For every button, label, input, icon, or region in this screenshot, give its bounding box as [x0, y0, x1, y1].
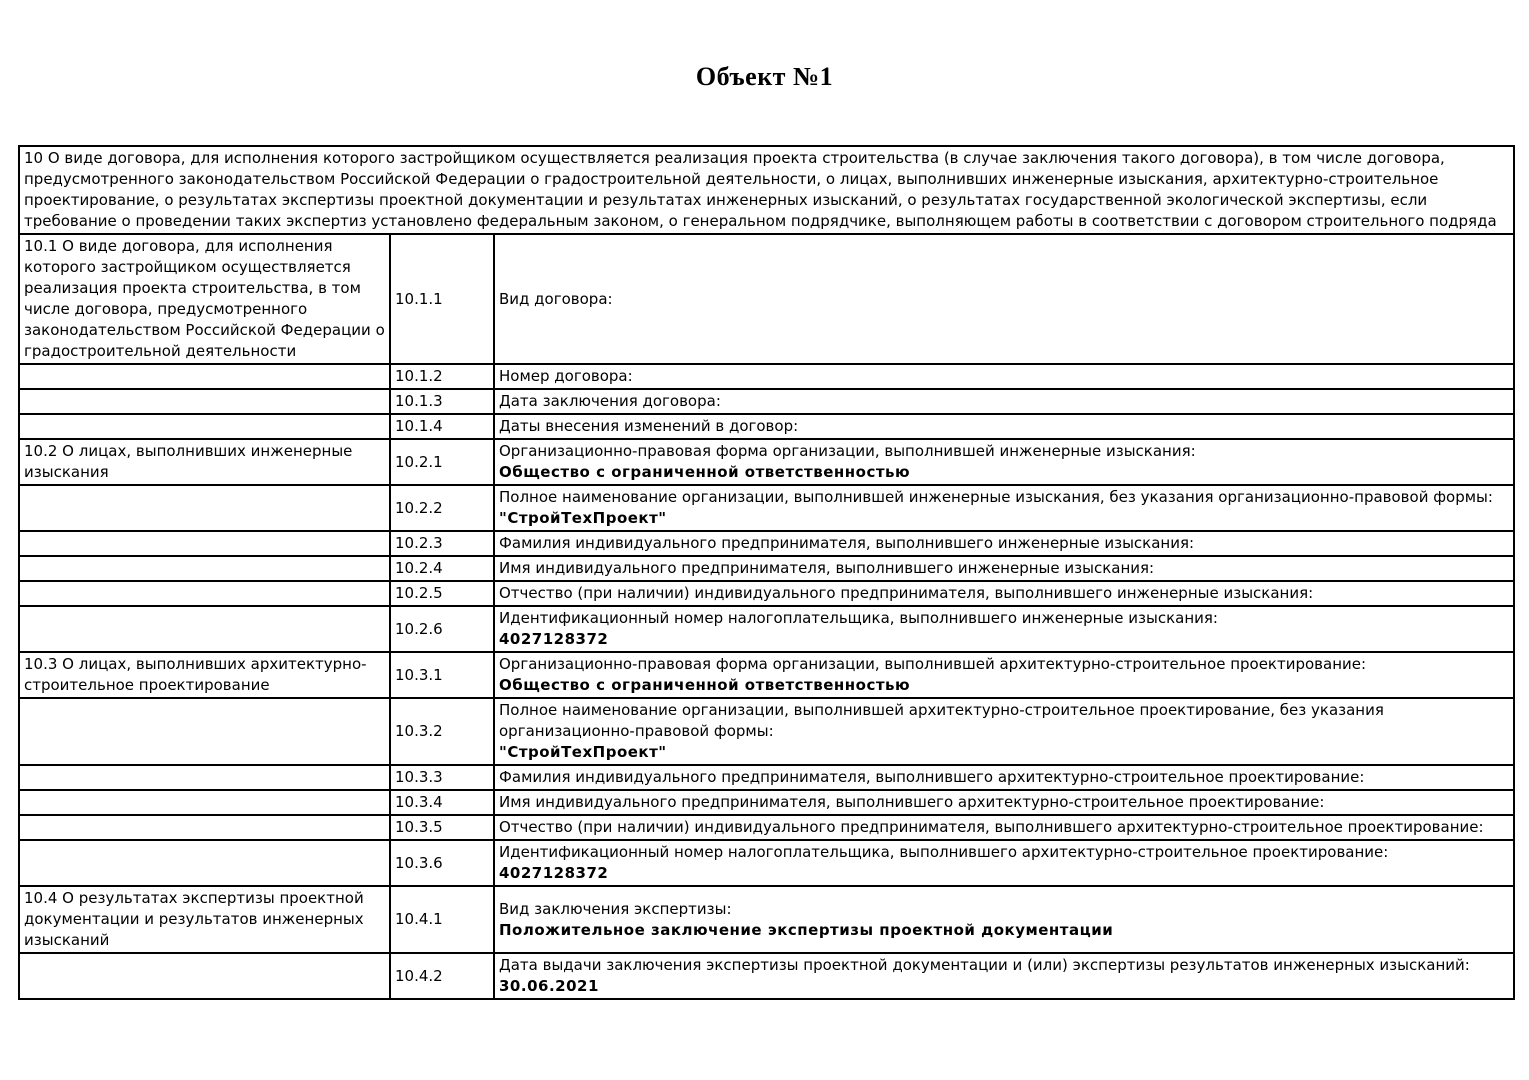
field-label: Полное наименование организации, выполнившей архитектурно-строительное проектирование, без указания организационно-правовой формы:	[499, 701, 1384, 740]
table-row	[19, 765, 1514, 790]
field-label: Даты внесения изменений в договор:	[499, 417, 799, 435]
section-label	[19, 953, 390, 999]
row-content	[494, 439, 1514, 485]
field-value: 4027128372	[499, 630, 609, 648]
field-label: Организационно-правовая форма организации, выполнившей инженерные изыскания:	[499, 442, 1196, 460]
table-row-section-10	[19, 146, 1514, 234]
section-label	[19, 606, 390, 652]
section-label	[19, 364, 390, 389]
row-content	[494, 581, 1514, 606]
row-code: 10.3.5	[390, 815, 494, 840]
row-content	[494, 531, 1514, 556]
row-code: 10.3.2	[390, 698, 494, 765]
section-label	[19, 698, 390, 765]
row-content	[494, 606, 1514, 652]
table-row	[19, 364, 1514, 389]
field-value: "СтройТехПроект"	[499, 509, 667, 527]
row-content	[494, 698, 1514, 765]
field-label: Фамилия индивидуального предпринимателя, выполнившего инженерные изыскания:	[499, 534, 1195, 552]
table-row	[19, 556, 1514, 581]
row-content	[494, 556, 1514, 581]
row-content	[494, 414, 1514, 439]
row-code: 10.3.3	[390, 765, 494, 790]
field-label: Имя индивидуального предпринимателя, выполнившего архитектурно-строительное проектирование:	[499, 793, 1325, 811]
field-value: 30.06.2021	[499, 977, 599, 995]
field-label: Фамилия индивидуального предпринимателя, выполнившего архитектурно-строительное проектирование:	[499, 768, 1365, 786]
field-label: Дата выдачи заключения экспертизы проектной документации и (или) экспертизы результатов инженерных изысканий:	[499, 956, 1470, 974]
field-label: Идентификационный номер налогоплательщика, выполнившего инженерные изыскания:	[499, 609, 1218, 627]
table-row	[19, 531, 1514, 556]
table-row	[19, 953, 1514, 999]
field-label: Номер договора:	[499, 367, 633, 385]
section-label	[19, 485, 390, 531]
field-label: Имя индивидуального предпринимателя, выполнившего инженерные изыскания:	[499, 559, 1155, 577]
row-code: 10.1.2	[390, 364, 494, 389]
section-label	[19, 581, 390, 606]
field-label: Полное наименование организации, выполнившей инженерные изыскания, без указания организационно-правовой формы:	[499, 488, 1493, 506]
field-value: Общество с ограниченной ответственностью	[499, 676, 911, 694]
section-label	[19, 765, 390, 790]
table-row	[19, 698, 1514, 765]
field-value: "СтройТехПроект"	[499, 743, 667, 761]
row-content	[494, 234, 1514, 364]
field-label: Вид заключения экспертизы:	[499, 899, 732, 918]
section-10-header: 10 О виде договора, для исполнения которого застройщиком осуществляется реализация проекта строительства (в случае заключения такого договора), в том числе договора, предусмотренного законодательством Российской Федерации о градостроительной деятельности, о лицах, выполнивших инженерные изыскания, архитектурно-строительное проектирование, о результатах экспертизы проектной документации и результатах инженерных изысканий, о результатах государственной экологической экспертизы, если требование о проведении таких экспертиз установлено федеральным законом, о генеральном подрядчике, выполняющем работы в соответствии с договором строительного подряда	[19, 146, 1514, 234]
row-code: 10.1.4	[390, 414, 494, 439]
row-code: 10.2.2	[390, 485, 494, 531]
table-row	[19, 815, 1514, 840]
table-row	[19, 485, 1514, 531]
section-label	[19, 531, 390, 556]
table-row	[19, 389, 1514, 414]
section-label	[19, 389, 390, 414]
table-row	[19, 840, 1514, 886]
field-label: Идентификационный номер налогоплательщика, выполнившего архитектурно-строительное проектирование:	[499, 843, 1389, 861]
table-row	[19, 606, 1514, 652]
row-content	[494, 840, 1514, 886]
field-label: Организационно-правовая форма организации, выполнившей архитектурно-строительное проектирование:	[499, 655, 1367, 673]
section-label	[19, 840, 390, 886]
row-code: 10.4.1	[390, 886, 494, 953]
field-value: Положительное заключение экспертизы проектной документации	[499, 920, 1114, 939]
row-code: 10.3.4	[390, 790, 494, 815]
field-label: Отчество (при наличии) индивидуального предпринимателя, выполнившего архитектурно-строительное проектирование:	[499, 818, 1484, 836]
row-code: 10.1.1	[390, 234, 494, 364]
section-label: 10.4 О результатах экспертизы проектной документации и результатов инженерных изысканий	[19, 886, 390, 953]
section-label: 10.1 О виде договора, для исполнения которого застройщиком осуществляется реализация проекта строительства, в том числе договора, предусмотренного законодательством Российской Федерации о градостроительной деятельности	[19, 234, 390, 364]
table-row	[19, 581, 1514, 606]
row-code: 10.2.1	[390, 439, 494, 485]
row-content	[494, 652, 1514, 698]
section-label: 10.2 О лицах, выполнивших инженерные изыскания	[19, 439, 390, 485]
field-label: Отчество (при наличии) индивидуального предпринимателя, выполнившего инженерные изыскания:	[499, 584, 1314, 602]
declaration-table	[18, 145, 1515, 1000]
row-code: 10.2.4	[390, 556, 494, 581]
row-content	[494, 485, 1514, 531]
field-label: Вид договора:	[499, 289, 613, 308]
table-row	[19, 439, 1514, 485]
row-code: 10.2.5	[390, 581, 494, 606]
row-content	[494, 389, 1514, 414]
table-row	[19, 790, 1514, 815]
section-label: 10.3 О лицах, выполнивших архитектурно-строительное проектирование	[19, 652, 390, 698]
row-code: 10.2.3	[390, 531, 494, 556]
table-row	[19, 414, 1514, 439]
row-content	[494, 953, 1514, 999]
section-label	[19, 414, 390, 439]
row-code: 10.4.2	[390, 953, 494, 999]
field-label: Дата заключения договора:	[499, 392, 721, 410]
row-content	[494, 364, 1514, 389]
row-code: 10.3.1	[390, 652, 494, 698]
row-code: 10.3.6	[390, 840, 494, 886]
row-code: 10.1.3	[390, 389, 494, 414]
table-row	[19, 652, 1514, 698]
row-content	[494, 886, 1514, 953]
table-row	[19, 234, 1514, 364]
section-label	[19, 556, 390, 581]
section-label	[19, 815, 390, 840]
page-title: Объект №1	[695, 62, 834, 91]
row-content	[494, 815, 1514, 840]
field-value: Общество с ограниченной ответственностью	[499, 463, 911, 481]
row-code: 10.2.6	[390, 606, 494, 652]
section-label	[19, 790, 390, 815]
table-row	[19, 886, 1514, 953]
row-content	[494, 765, 1514, 790]
row-content	[494, 790, 1514, 815]
field-value: 4027128372	[499, 864, 609, 882]
